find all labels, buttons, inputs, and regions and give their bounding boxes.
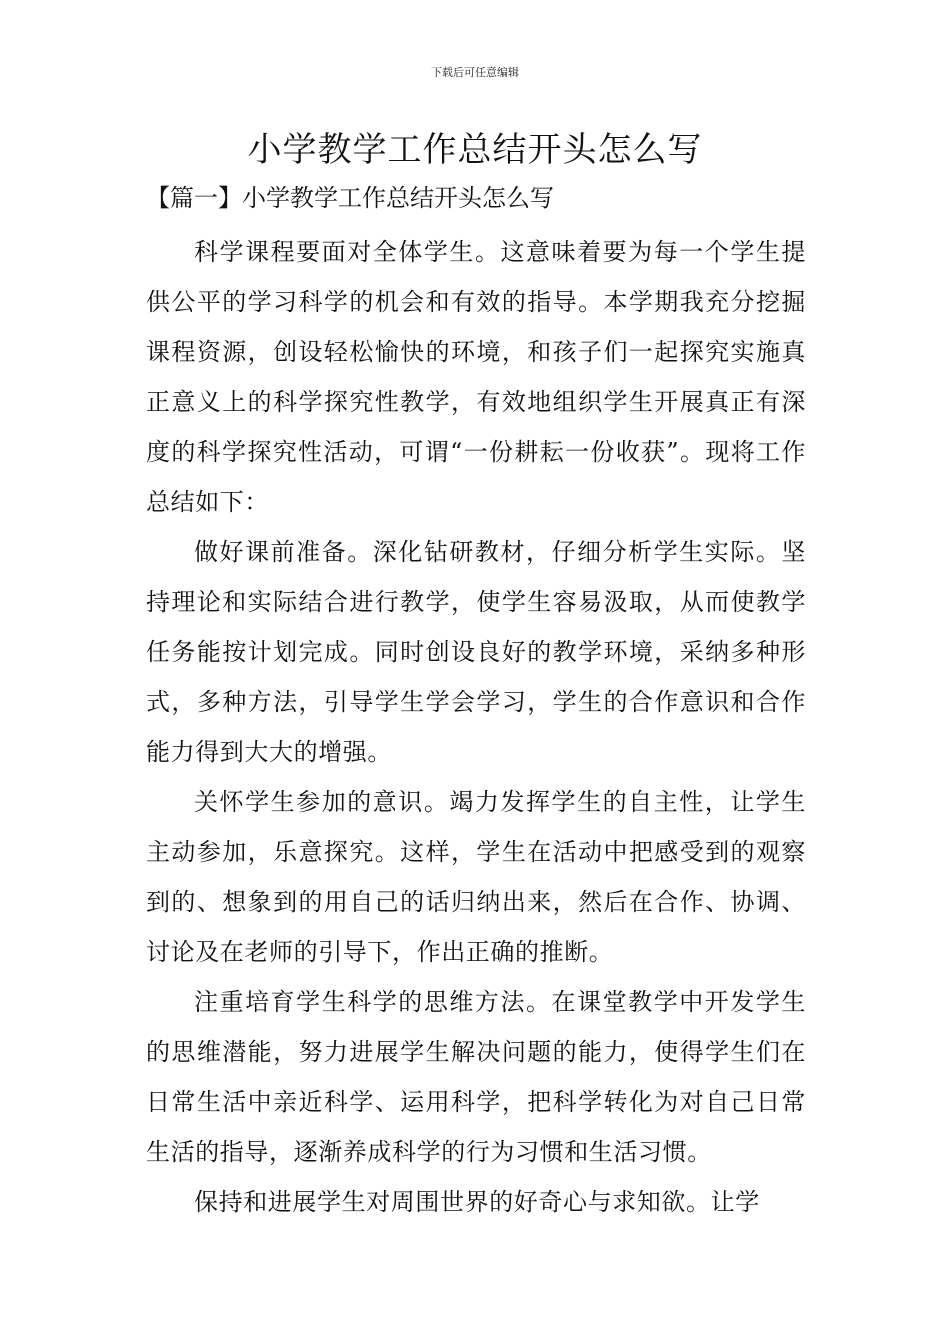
document-body: [146, 227, 806, 1227]
paragraph: 关怀学生参加的意识。竭力发挥学生的自主性，让学生主动参加，乐意探究。这样，学生在活动中把感受到的观察到的、想象到的用自己的话归纳出来，然后在合作、协调、讨论及在老师的引导下，作出正确的推断。: [146, 788, 806, 966]
document-title: 小学教学工作总结开头怎么写: [247, 130, 703, 170]
paragraph: 保持和进展学生对周围世界的好奇心与求知欲。让学: [194, 1188, 760, 1216]
paragraph: 注重培育学生科学的思维方法。在课堂教学中开发学生的思维潜能，努力进展学生解决问题的能力，使得学生们在日常生活中亲近科学、运用科学，把科学转化为对自己日常生活的指导，逐渐养成科学的行为习惯和生活习惯。: [146, 988, 806, 1166]
paragraph: 做好课前准备。深化钻研教材，仔细分析学生实际。坚持理论和实际结合进行教学，使学生容易汲取，从而使教学任务能按计划完成。同时创设良好的教学环境，采纳多种形式，多种方法，引导学生学会学习，学生的合作意识和合作能力得到大大的增强。: [146, 538, 806, 766]
section-heading: 【篇一】小学教学工作总结开头怎么写: [146, 184, 554, 212]
paragraph: 科学课程要面对全体学生。这意味着要为每一个学生提供公平的学习科学的机会和有效的指导。本学期我充分挖掘课程资源，创设轻松愉快的环境，和孩子们一起探究实施真正意义上的科学探究性教学，有效地组织学生开展真正有深度的科学探究性活动，可谓“一份耕耘一份收获”。现将工作总结如下：: [146, 238, 806, 516]
header-note: 下载后可任意编辑: [431, 66, 519, 79]
